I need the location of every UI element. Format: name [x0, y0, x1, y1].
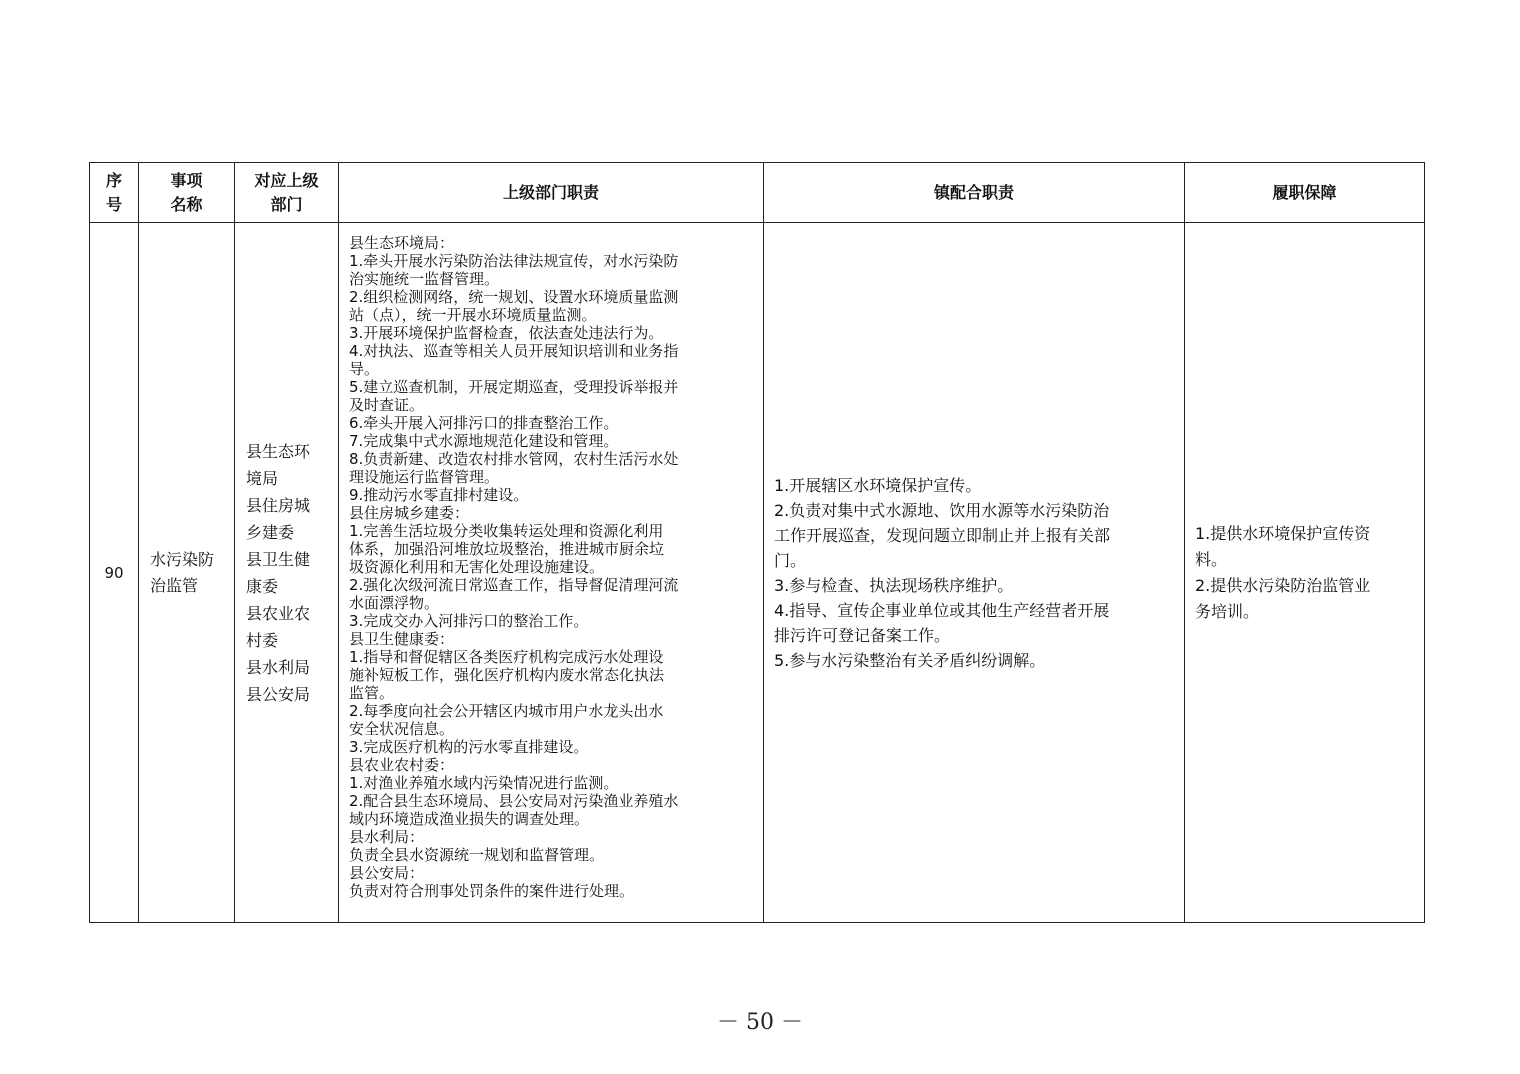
dept-line: 县住房城	[246, 495, 311, 515]
upper-duty-line: 负责全县水资源统一规划和监督管理。	[349, 846, 605, 864]
town-duty-line: 5.参与水污染整治有关矛盾纠纷调解。	[774, 650, 1046, 670]
upper-duty-line: 3.完成交办入河排污口的整治工作。	[349, 612, 589, 630]
upper-duty-line: 3.完成医疗机构的污水零直排建设。	[349, 738, 589, 756]
item-name-line: 治监管	[150, 575, 199, 595]
header-dept	[235, 163, 339, 223]
guarantee-line: 2.提供水污染防治监管业	[1195, 575, 1371, 595]
upper-duty-line: 县住房城乡建委：	[349, 504, 470, 522]
upper-duty-line: 理设施运行监督管理。	[349, 468, 500, 486]
town-duty-line: 工作开展巡查，发现问题立即制止并上报有关部	[774, 525, 1111, 545]
town-duty-line: 排污许可登记备案工作。	[774, 625, 951, 645]
town-duty-line: 门。	[774, 550, 807, 570]
upper-duty-line: 站（点），统一开展水环境质量监测。	[349, 306, 597, 324]
upper-duty-line: 2.组织检测网络，统一规划、设置水环境质量监测	[349, 288, 679, 306]
upper-duty-line: 5.建立巡查机制，开展定期巡查，受理投诉举报并	[349, 378, 679, 396]
header-seq	[90, 163, 139, 223]
upper-duty-line: 及时查证。	[349, 396, 425, 414]
upper-duty-line: 县水利局：	[349, 828, 425, 846]
upper-duty-line: 2.每季度向社会公开辖区内城市用户水龙头出水	[349, 702, 664, 720]
header-town-duties: 镇配合职责	[764, 163, 1185, 223]
header-seq-line-2: 号	[105, 194, 122, 214]
upper-duty-line: 监管。	[349, 684, 395, 702]
header-row	[90, 163, 1425, 223]
upper-duty-line: 1.指导和督促辖区各类医疗机构完成污水处理设	[349, 648, 664, 666]
dept-line: 境局	[246, 468, 279, 488]
guarantee-line: 1.提供水环境保护宣传资	[1195, 523, 1371, 543]
upper-duty-line: 1.牵头开展水污染防治法律法规宣传，对水污染防	[349, 252, 679, 270]
row-town-duties	[764, 223, 1185, 923]
header-item-line-2: 名称	[170, 194, 203, 214]
upper-duty-line: 县卫生健康委：	[349, 630, 455, 648]
upper-duty-line: 水面漂浮物。	[349, 594, 440, 612]
upper-duty-line: 1.对渔业养殖水域内污染情况进行监测。	[349, 774, 619, 792]
upper-duty-line: 3.开展环境保护监督检查，依法查处违法行为。	[349, 324, 664, 342]
upper-duty-line: 县公安局：	[349, 864, 425, 882]
upper-duty-line: 6.牵头开展入河排污口的排查整治工作。	[349, 414, 619, 432]
header-item-name	[139, 163, 235, 223]
header-dept-line-1: 对应上级	[254, 170, 319, 190]
header-seq-line-1: 序	[105, 170, 122, 190]
header-item-line-1: 事项	[170, 170, 203, 190]
town-duty-line: 3.参与检查、执法现场秩序维护。	[774, 575, 1014, 595]
upper-duty-line: 县生态环境局：	[349, 234, 455, 252]
upper-duty-line: 7.完成集中式水源地规范化建设和管理。	[349, 432, 619, 450]
upper-duty-line: 4.对执法、巡查等相关人员开展知识培训和业务指	[349, 342, 679, 360]
upper-duty-line: 2.强化次级河流日常巡查工作，指导督促清理河流	[349, 576, 679, 594]
item-name-line: 水污染防	[150, 549, 215, 569]
upper-duty-line: 1.完善生活垃圾分类收集转运处理和资源化利用	[349, 522, 664, 540]
town-duty-line: 2.负责对集中式水源地、饮用水源等水污染防治	[774, 500, 1110, 520]
guarantee-line: 料。	[1195, 549, 1228, 569]
header-dept-line-2: 部门	[270, 194, 303, 214]
upper-duty-line: 负责对符合刑事处罚条件的案件进行处理。	[349, 882, 635, 900]
upper-duty-line: 圾资源化利用和无害化处理设施建设。	[349, 558, 605, 576]
dept-line: 乡建委	[246, 522, 295, 542]
row-guarantee	[1185, 223, 1425, 923]
header-upper-duties: 上级部门职责	[339, 163, 764, 223]
upper-duty-line: 导。	[349, 360, 380, 378]
upper-duty-line: 域内环境造成渔业损失的调查处理。	[349, 810, 590, 828]
dept-line: 县水利局	[246, 657, 311, 677]
table-row	[90, 223, 1425, 923]
dept-line: 村委	[246, 630, 279, 650]
upper-duty-line: 体系，加强沿河堆放垃圾整治，推进城市厨余垃	[349, 540, 665, 558]
guarantee-line: 务培训。	[1195, 601, 1260, 621]
page-number: － 50 －	[717, 1010, 803, 1035]
upper-duty-line: 9.推动污水零直排村建设。	[349, 486, 529, 504]
town-duty-line: 1.开展辖区水环境保护宣传。	[774, 475, 982, 495]
dept-line: 县公安局	[246, 684, 311, 704]
upper-duty-line: 8.负责新建、改造农村排水管网，农村生活污水处	[349, 450, 679, 468]
town-duty-line: 4.指导、宣传企事业单位或其他生产经营者开展	[774, 600, 1110, 620]
dept-line: 县农业农	[246, 603, 311, 623]
responsibility-table	[89, 162, 1425, 923]
row-seq: 90	[90, 223, 139, 923]
upper-duty-line: 治实施统一监督管理。	[349, 270, 500, 288]
dept-line: 康委	[246, 576, 279, 596]
row-item-name	[139, 223, 235, 923]
row-upper-duties	[339, 223, 764, 923]
upper-duty-line: 县农业农村委：	[349, 756, 455, 774]
upper-duty-line: 施补短板工作，强化医疗机构内废水常态化执法	[349, 666, 665, 684]
dept-line: 县生态环	[246, 441, 311, 461]
dept-line: 县卫生健	[246, 549, 311, 569]
header-guarantee: 履职保障	[1185, 163, 1425, 223]
upper-duty-line: 2.配合县生态环境局、县公安局对污染渔业养殖水	[349, 792, 679, 810]
row-departments	[235, 223, 339, 923]
upper-duty-line: 安全状况信息。	[349, 720, 455, 738]
